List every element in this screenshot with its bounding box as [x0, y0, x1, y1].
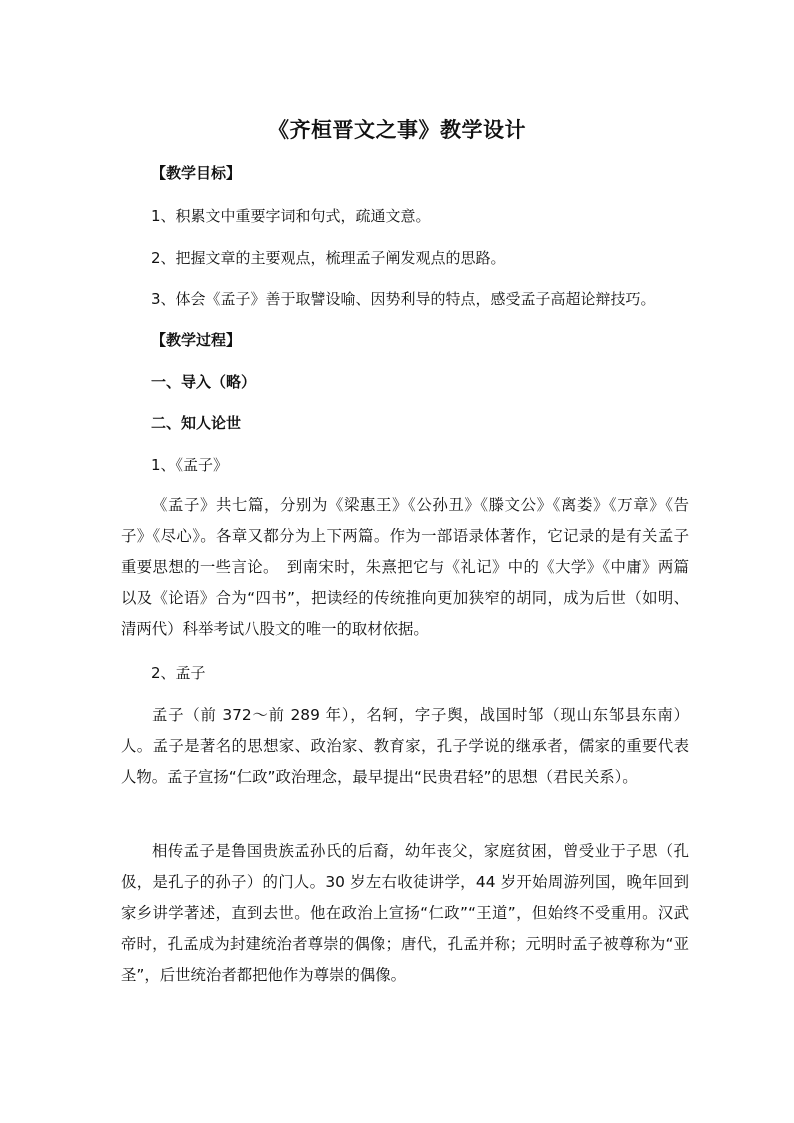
section-heading-goals: 【教学目标】 — [151, 164, 242, 182]
step-heading-background: 二、知人论世 — [151, 414, 242, 432]
subheading-mengzi-book: 1、《孟子》 — [151, 456, 229, 474]
subheading-mengzi-person: 2、孟子 — [151, 664, 206, 682]
goal-item-1: 1、积累文中重要字词和句式，疏通文意。 — [151, 207, 431, 225]
paragraph-mengzi-book: 《孟子》共七篇，分别为《梁惠王》《公孙丑》《滕文公》《离娄》《万章》《告子》《尽心》。各章又都分为上下两篇。作为一部语录体著作，它记录的是有关孟子重要思想的一些言论。 到南宋时，朱熹把它与《礼记》中的《大学》《中庸》两篇以及《论语》合为“四书”，把读经的传统推向更加狭窄的胡同，成为后世（如明、清两代）科举考试八股文的唯一的取材依据。 — [121, 496, 689, 638]
section-heading-process: 【教学过程】 — [151, 331, 242, 349]
paragraph-mengzi-bio: 孟子（前 372～前 289 年），名轲，字子舆，战国时邹（现山东邹县东南）人。孟子是著名的思想家、政治家、教育家，孔子学说的继承者，儒家的重要代表人物。孟子宣扬“仁政”政治理念，最早提出“民贵君轻”的思想（君民关系）。 — [121, 706, 689, 786]
paragraph-mengzi-life: 相传孟子是鲁国贵族孟孙氏的后裔，幼年丧父，家庭贫困，曾受业于子思（孔伋，是孔子的孙子）的门人。30 岁左右收徒讲学，44 岁开始周游列国，晚年回到家乡讲学著述，直到去世。他在政治上宣扬“仁政”“王道”，但始终不受重用。汉武帝时，孔孟成为封建统治者尊崇的偶像；唐代，孔孟并称；元明时孟子被尊称为“亚圣”，后世统治者都把他作为尊崇的偶像。 — [121, 842, 689, 984]
document-title: 《齐桓晋文之事》教学设计 — [268, 118, 526, 142]
goal-item-2: 2、把握文章的主要观点，梳理孟子阐发观点的思路。 — [151, 249, 506, 267]
step-heading-intro: 一、导入（略） — [151, 373, 257, 391]
goal-item-3: 3、体会《孟子》善于取譬设喻、因势利导的特点，感受孟子高超论辩技巧。 — [151, 290, 656, 308]
